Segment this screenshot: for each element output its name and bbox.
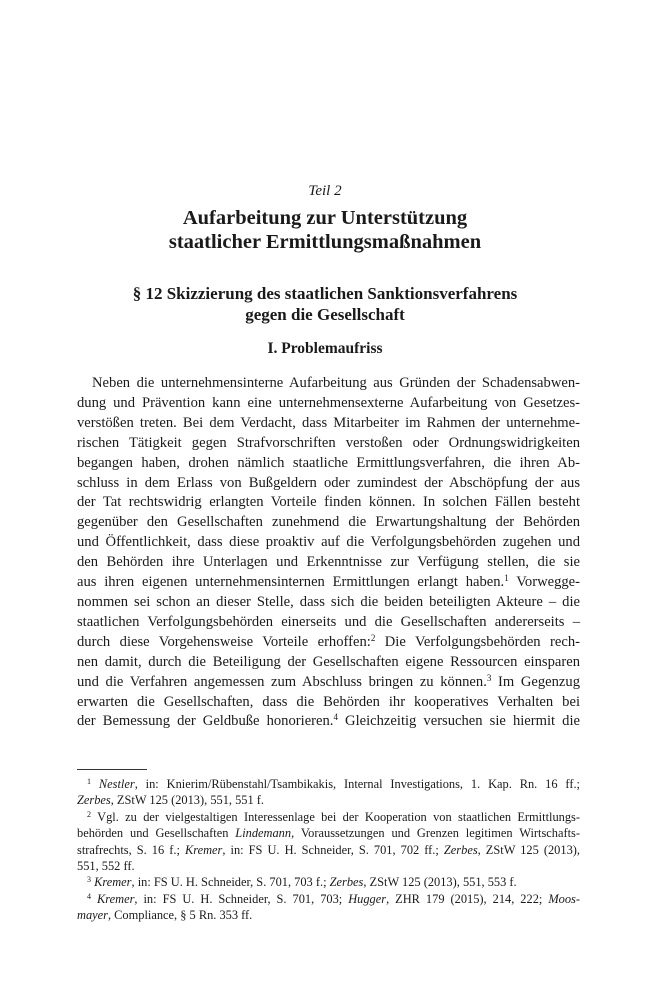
body-line-part: der Bemessung der Geldbuße honorieren. (77, 713, 334, 730)
body-line-part: Gleichzeitig versuchen sie hiermit die (345, 713, 580, 730)
body-text (77, 374, 580, 732)
footnote-number: 4 (87, 891, 91, 901)
part-label: Teil 2 (308, 183, 342, 199)
footnote-ref[interactable]: 1 (504, 573, 509, 584)
footnote-line (77, 825, 580, 841)
body-line: verstößen treten. Bei dem Verdacht, dass Mitarbeiter im Rahmen der unternehme- (77, 414, 580, 431)
footnote-text: , in: FS U. H. Schneider, S. 701, 703 f.; (131, 875, 330, 890)
subsection-heading: I. Problemaufriss (267, 340, 383, 357)
footnote-line (77, 792, 580, 808)
footnote-text: , ZStW 125 (2013), 551, 553 f. (363, 875, 517, 890)
body-line: schluss in dem Erlass von Bußgeldern oder zumindest der Abschöpfung der aus (77, 474, 580, 491)
author-name: mayer (77, 908, 108, 923)
part-title (0, 206, 650, 254)
footnote-text: , ZHR 179 (2015), 214, 222; (386, 891, 549, 906)
part-title-line: staatlicher Ermittlungsmaßnahmen (168, 231, 482, 253)
footnote-line (77, 842, 580, 858)
author-name: Zerbes (443, 842, 478, 857)
body-line: erwarten die Gesellschaften, dass die Behörden ihr kooperatives Verhalten bei (77, 693, 580, 710)
author-name: Moos- (548, 891, 580, 906)
footnote-text: , in: Knierim/Rübenstahl/Tsambikakis, Internal Investigations, 1. Kap. Rn. 16 ff.; (134, 777, 580, 791)
body-line: dung und Prävention kann eine unternehmensexterne Aufarbeitung von Gesetzes- (77, 394, 580, 411)
footnote-text: Vgl. zu der vielgestaltigen Interessenlage bei der Kooperation von staatlichen Ermittlungs- (97, 809, 580, 824)
footnote-text: , Compliance, § 5 Rn. 353 ff. (107, 908, 253, 923)
author-name: Zerbes (329, 875, 364, 890)
body-line: nommen sei schon an dieser Stelle, dass sich die beiden beteiligten Akteure – die (77, 593, 580, 610)
footnote-text: , Voraussetzungen und Grenzen legitimen Wirtschafts- (291, 826, 580, 841)
body-line: begangen haben, drohen nämlich staatliche Ermittlungsverfahren, die ihren Ab- (77, 454, 580, 471)
footnote-number: 2 (87, 809, 91, 819)
section-heading-line: § 12 Skizzierung des staatlichen Sanktionsverfahrens (132, 284, 518, 303)
body-line (77, 673, 580, 693)
body-line-part: Vorwegge- (516, 574, 581, 591)
body-line: der Tat rechtswidrig erlangten Vorteile finden können. In solchen Fällen besteht (77, 494, 580, 511)
author-name: Lindemann (235, 826, 292, 841)
author-name: Nestler (98, 777, 135, 791)
footnote-text: behörden und Gesellschaften (77, 826, 236, 841)
body-line-part: Die Verfolgungsbehörden rech- (384, 633, 580, 650)
footnote-line (77, 809, 580, 825)
body-line (77, 712, 580, 732)
part-title-line: Aufarbeitung zur Unterstützung (182, 207, 468, 229)
author-name: Kremer (94, 875, 132, 890)
body-line-part: aus ihren eigenen unternehmensinternen Ermittlungen erlangt haben. (77, 574, 505, 591)
footnote-ref[interactable]: 4 (333, 712, 338, 723)
body-line: staatlichen Verfolgungsbehörden einerseits und die Gesellschaften andererseits – (77, 613, 580, 630)
footnote-line: 551, 552 ff. (77, 859, 135, 874)
body-line: Neben die unternehmensinterne Aufarbeitung aus Gründen der Schadensabwen- (92, 375, 580, 391)
footnotes (77, 776, 580, 924)
author-name: Kremer (184, 842, 223, 857)
footnote-text: , in: FS U. H. Schneider, S. 701, 702 ff.; (222, 842, 444, 857)
body-line: rischen Tätigkeit gegen Strafvorschriften verstoßen oder Ordnungswidrigkeiten (77, 434, 580, 451)
author-name: Kremer (97, 891, 135, 906)
author-name: Hugger (348, 891, 387, 906)
author-name: Zerbes (77, 793, 111, 808)
footnote-text: , ZStW 125 (2013), (477, 842, 580, 857)
footnote-line (77, 776, 580, 792)
section-heading-line: gegen die Gesellschaft (245, 305, 405, 324)
body-line-part: und die Verfahren angemessen zum Abschluss bringen zu können. (77, 673, 487, 690)
body-line (77, 573, 580, 593)
footnote-ref[interactable]: 2 (370, 632, 376, 643)
body-line: nen damit, durch die Beteiligung der Gesellschaften eigene Ressourcen einsparen (77, 653, 580, 670)
body-line (77, 633, 580, 653)
body-line: den Behörden ihre Unterlagen und Erkenntnisse zur Verfügung stellen, die sie (77, 554, 580, 571)
footnote-text: , in: FS U. H. Schneider, S. 701, 703; (134, 891, 349, 906)
footnote-text: , ZStW 125 (2013), 551, 551 f. (110, 793, 265, 808)
body-line-part: Im Gegenzug (497, 673, 580, 690)
body-line-part: durch diese Vorgehensweise Vorteile erhoffen: (77, 633, 371, 650)
footnote-line (77, 874, 580, 890)
footnote-line (77, 907, 580, 923)
footnote-number: 3 (87, 875, 91, 885)
footnote-number: 1 (87, 777, 91, 786)
section-heading (0, 283, 650, 325)
footnote-ref[interactable]: 3 (486, 672, 492, 683)
body-line: und Öffentlichkeit, dass diese proaktiv auf die Verfolgungsbehörden zugehen und (77, 534, 580, 551)
footnote-text: strafrechts, S. 16 f.; (77, 842, 185, 857)
footnote-separator (77, 769, 147, 770)
footnote-line (77, 891, 580, 907)
body-line: gegenüber den Gesellschaften zunehmend die Erwartungshaltung der Behörden (77, 514, 580, 531)
